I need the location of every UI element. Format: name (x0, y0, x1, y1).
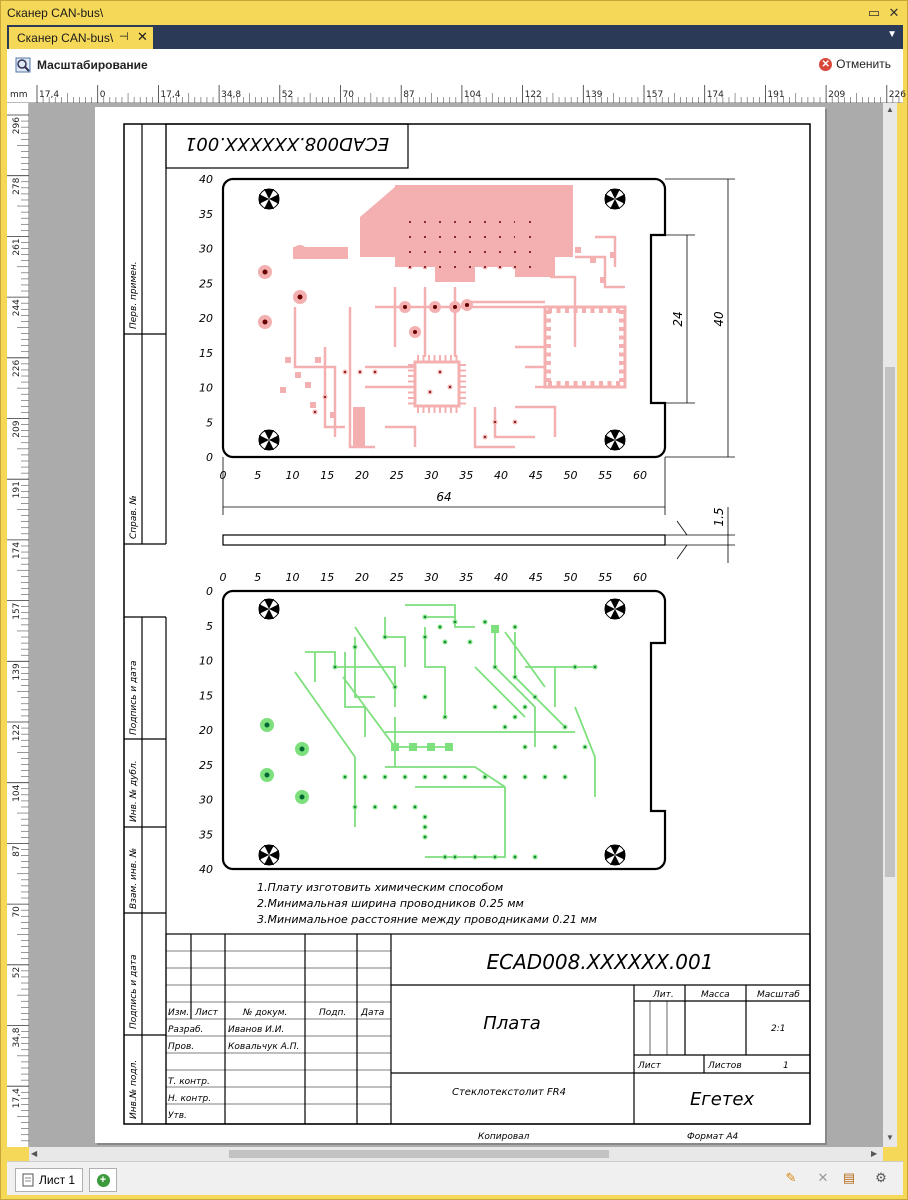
stamp-prov: Пров. (168, 1042, 195, 1052)
scroll-right-icon[interactable]: ▶ (871, 1149, 878, 1158)
x-tick-top: 60 (633, 469, 647, 482)
scroll-down-icon[interactable]: ▼ (886, 1133, 894, 1142)
y-tick-bottom: 10 (199, 654, 213, 668)
stamp-org: Егетех (689, 1089, 755, 1110)
h-ruler-tick: 17,4 (160, 90, 181, 100)
stamp-title: Плата (483, 1013, 541, 1034)
smd-pad (391, 743, 399, 751)
edit-icon[interactable]: ✎ (785, 1170, 797, 1185)
y-tick-top: 30 (199, 242, 213, 256)
pin-icon[interactable]: ⊣ (119, 31, 129, 43)
title-bar (1, 1, 907, 25)
stamp-scale-value: 2:1 (771, 1024, 786, 1034)
x-tick-bottom: 45 (528, 571, 543, 584)
properties-icon[interactable]: ▤ (842, 1170, 856, 1185)
h-ruler-tick: 226 (888, 90, 906, 100)
top-view (199, 173, 735, 515)
x-tick-bottom: 30 (424, 571, 439, 584)
tab-label: Сканер CAN-bus\ (17, 31, 114, 45)
window-title: Сканер CAN-bus\ (7, 6, 104, 20)
scale-label: Масштабирование (37, 58, 148, 72)
stamp-doc-code: ECAD008.XXXXXX.001 (486, 950, 714, 974)
x-tick-bottom: 55 (598, 571, 613, 584)
y-tick-bottom: 15 (199, 689, 213, 703)
x-tick-top: 15 (320, 469, 335, 482)
note-3: 3.Минимальное расстояние между проводниками 0.21 мм (257, 913, 597, 926)
stamp-podp: Подп. (319, 1008, 347, 1018)
x-tick-bottom: 15 (320, 571, 335, 584)
stamp-format: Формат А4 (687, 1132, 739, 1142)
stamp-doc: № докум. (243, 1008, 288, 1018)
status-bar (7, 1161, 903, 1195)
x-tick-top: 35 (459, 469, 474, 482)
dim-height: 40 (712, 311, 726, 327)
x-tick-bottom: 0 (219, 571, 227, 584)
h-ruler-tick: 174 (706, 90, 724, 100)
side-label-inv-dubl: Инв. № дубл. (129, 760, 139, 822)
stamp-material: Стеклотекстолит FR4 (452, 1087, 566, 1098)
y-tick-top: 5 (206, 416, 213, 430)
y-tick-top: 40 (199, 173, 213, 186)
pcb-drawing (95, 107, 825, 1143)
stamp-prov-name: Ковальчук А.П. (228, 1042, 300, 1052)
x-tick-top: 45 (528, 469, 543, 482)
tab-document[interactable] (9, 27, 153, 49)
x-tick-bottom: 35 (459, 571, 474, 584)
x-tick-bottom: 10 (285, 571, 300, 584)
scroll-left-icon[interactable]: ◀ (31, 1149, 38, 1158)
stamp-izm: Изм. (168, 1008, 190, 1018)
settings-gear-icon[interactable]: ⚙ (875, 1170, 887, 1185)
horizontal-scroll-thumb[interactable] (229, 1150, 609, 1158)
v-ruler-tick: 174 (12, 541, 22, 560)
x-tick-bottom: 25 (389, 571, 404, 584)
x-tick-bottom: 60 (633, 571, 647, 584)
print-preview-canvas[interactable] (29, 103, 883, 1147)
ruler-unit: mm (10, 90, 28, 100)
x-tick-top: 50 (563, 469, 578, 482)
side-label-sprav: Справ. № (129, 495, 139, 539)
side-label-podpis1: Подпись и дата (129, 660, 139, 735)
stamp-masshtab: Масштаб (757, 990, 800, 1000)
v-ruler-tick: 296 (12, 117, 22, 135)
x-tick-top: 0 (219, 469, 227, 482)
toolbar (7, 49, 903, 85)
side-label-inv-podl: Инв.№ подл. (129, 1059, 139, 1119)
h-ruler-tick: 122 (524, 90, 542, 100)
note-2: 2.Минимальная ширина проводников 0.25 мм (257, 897, 524, 910)
stamp-nkontr: Н. контр. (168, 1094, 212, 1104)
scroll-up-icon[interactable]: ▲ (886, 105, 894, 114)
stamp-copied: Копировал (478, 1132, 530, 1142)
sheet-tab-1[interactable] (15, 1168, 83, 1192)
sheet-tab-label: Лист 1 (39, 1173, 76, 1187)
document-tab-bar (7, 25, 903, 49)
horizontal-ruler (7, 85, 906, 103)
x-tick-top: 20 (355, 469, 369, 482)
y-tick-bottom: 5 (206, 619, 213, 633)
h-ruler-tick: 52 (281, 90, 294, 100)
v-ruler-tick: 87 (12, 845, 22, 857)
x-tick-top: 25 (389, 469, 404, 482)
x-tick-top: 5 (254, 469, 262, 482)
v-ruler-tick: 191 (12, 481, 22, 499)
v-ruler-tick: 157 (12, 602, 22, 620)
v-ruler-tick: 34,8 (12, 1027, 22, 1048)
x-tick-bottom: 20 (355, 571, 369, 584)
cancel-label: Отменить (836, 57, 891, 71)
close-icon[interactable]: ✕ (888, 5, 900, 20)
v-ruler-tick: 278 (12, 177, 22, 195)
vertical-ruler (7, 103, 29, 1147)
h-ruler-tick: 209 (828, 90, 846, 100)
stamp-list: Лист (195, 1008, 218, 1018)
stamp-massa: Масса (701, 990, 730, 1000)
y-tick-top: 10 (199, 381, 213, 395)
h-ruler-tick: 157 (646, 90, 664, 100)
y-tick-top: 35 (199, 207, 213, 221)
smd-pad (445, 743, 453, 751)
v-ruler-tick: 244 (12, 299, 22, 317)
v-ruler-tick: 104 (12, 784, 22, 802)
v-ruler-tick: 139 (12, 663, 22, 681)
sheet-icon (22, 1173, 34, 1187)
vertical-scroll-thumb[interactable] (885, 367, 895, 877)
add-icon: + (97, 1174, 110, 1187)
x-tick-top: 10 (285, 469, 300, 482)
v-ruler-tick: 209 (12, 420, 22, 438)
v-ruler-tick: 52 (12, 966, 22, 979)
x-tick-bottom: 40 (494, 571, 508, 584)
vertical-scrollbar[interactable] (883, 103, 897, 1147)
side-label-podpis2: Подпись и дата (129, 954, 139, 1029)
tab-list-dropdown-icon[interactable]: ▼ (887, 29, 897, 40)
side-label-vzam: Взам. инв. № (129, 847, 139, 909)
h-ruler-tick: 191 (767, 90, 785, 100)
v-ruler-tick: 70 (12, 906, 22, 918)
minimize-icon[interactable]: ▭ (867, 5, 881, 20)
x-tick-bottom: 5 (254, 571, 262, 584)
horizontal-scrollbar[interactable] (29, 1147, 883, 1161)
h-ruler-tick: 17,4 (39, 90, 60, 100)
h-ruler-tick: 104 (463, 90, 482, 100)
scale-icon (15, 57, 31, 73)
y-tick-bottom: 40 (199, 863, 213, 876)
stamp-utv: Утв. (168, 1111, 187, 1121)
stamp-sheets-value: 1 (783, 1061, 789, 1071)
y-tick-bottom: 0 (206, 585, 213, 598)
add-sheet-button[interactable] (89, 1168, 117, 1192)
x-tick-bottom: 50 (563, 571, 578, 584)
x-tick-top: 55 (598, 469, 613, 482)
stamp-sheet: Лист (638, 1061, 661, 1071)
v-ruler-tick: 261 (12, 238, 22, 256)
y-tick-top: 20 (199, 312, 213, 325)
dim-width: 64 (436, 490, 452, 504)
stamp-razrab-name: Иванов И.И. (228, 1025, 285, 1035)
dim-thickness: 1.5 (712, 507, 726, 527)
v-ruler-tick: 122 (12, 724, 22, 742)
cancel-button[interactable] (819, 57, 891, 71)
cancel-icon: ✕ (819, 58, 832, 71)
y-tick-top: 0 (206, 451, 213, 464)
stamp-date: Дата (361, 1008, 385, 1018)
x-tick-top: 40 (494, 469, 508, 482)
scale-button[interactable] (15, 57, 148, 73)
dim-slot: 24 (671, 311, 685, 327)
h-ruler-tick: 0 (99, 90, 106, 100)
side-label-perv: Перв. примен. (129, 261, 139, 329)
delete-icon[interactable]: ✕ (817, 1170, 829, 1185)
h-ruler-tick: 87 (403, 90, 415, 100)
drawing-sheet (95, 107, 825, 1143)
y-tick-bottom: 35 (199, 828, 213, 842)
y-tick-bottom: 20 (199, 724, 213, 737)
bottom-view (199, 571, 665, 876)
smd-pad (409, 743, 417, 751)
y-tick-top: 25 (199, 277, 213, 291)
v-ruler-tick: 226 (12, 359, 22, 377)
side-view (223, 507, 735, 563)
smd-pad (427, 743, 435, 751)
tab-close-icon[interactable]: ✕ (137, 29, 148, 44)
stamp-lit: Лит. (653, 990, 674, 1000)
x-tick-top: 30 (424, 469, 439, 482)
mirrored-doc-code: ECAD008.XXXXXX.001 (184, 133, 390, 154)
stamp-razrab: Разраб. (168, 1025, 204, 1035)
y-tick-bottom: 30 (199, 793, 213, 807)
stamp-tkontr: Т. контр. (168, 1077, 210, 1087)
y-tick-bottom: 25 (199, 758, 213, 772)
v-ruler-tick: 17,4 (12, 1088, 22, 1109)
h-ruler-tick: 70 (342, 90, 354, 100)
stamp-sheets: Листов (708, 1061, 742, 1071)
note-1: 1.Плату изготовить химическим способом (257, 881, 504, 894)
h-ruler-tick: 139 (585, 90, 603, 100)
y-tick-top: 15 (199, 346, 213, 360)
h-ruler-tick: 34,8 (221, 90, 242, 100)
tech-notes (257, 881, 597, 926)
